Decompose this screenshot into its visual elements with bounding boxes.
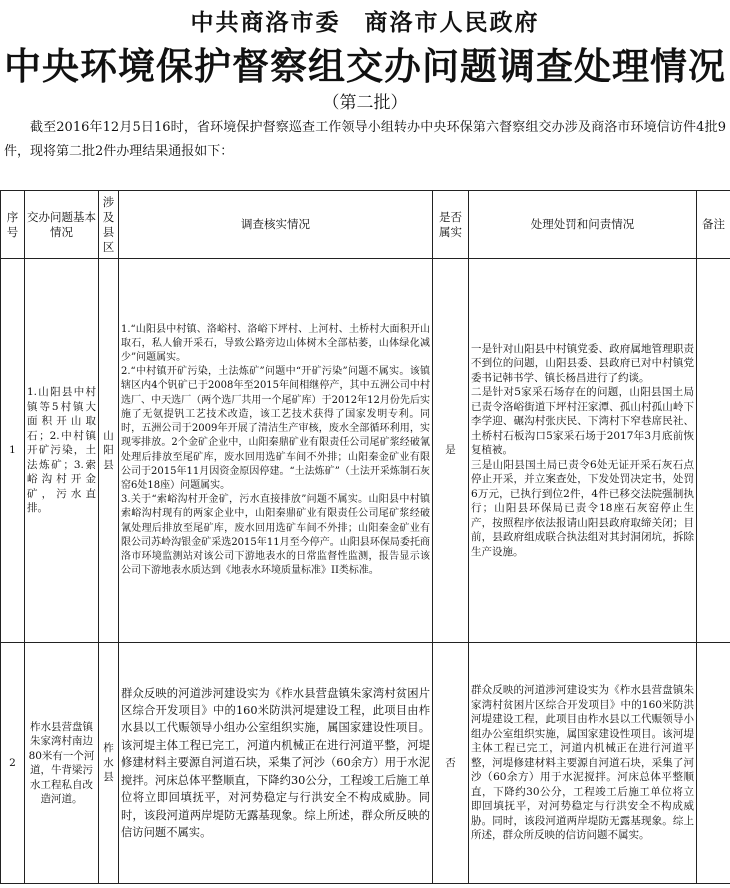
header-investigation: 调查核实情况 [119, 191, 433, 259]
handling-point-1: 一是针对山阳县中村镇党委、政府属地管理职责不到位的问题，山阳县委、县政府已对中村镇党委书记韩书学、镇长杨昌进行了约谈。 [471, 342, 694, 384]
row-handling [469, 259, 697, 643]
handling-point-2: 二是针对5家采石场存在的问题，山阳县国土局已责令洛峪街道下坪村汪家潭、孤山村孤山岭下李学迎、碾沟村张庆民、下湾村下窄巷席民社、土桥村石板沟口5家采石场于2017年3月底前恢复植被。 [471, 386, 694, 457]
row-remarks [697, 643, 730, 884]
intro-paragraph: 截至2016年12月5日16时，省环境保护督察巡查工作领导小组转办中央环保第六督察组交办涉及商洛市环境信访件4批9件，现将第二批2件办理结果通报如下： [4, 120, 726, 159]
table-row [1, 259, 730, 643]
header-no: 序号 [1, 191, 25, 259]
page-title: 中央环境保护督察组交办问题调查处理情况 [4, 45, 726, 88]
header-issue: 交办问题基本情况 [25, 191, 99, 259]
row-handling: 群众反映的河道涉河建设实为《柞水县营盘镇朱家湾村贫困片区综合开发项目》中的160米防洪河堤建设工程，此项目由柞水县以工代赈领导小组办公室组织实施，属国家建设性项目。该河堤主体工程已完工，河道内机械正在进行河道平整，河堤修建材料主要源自河道石块，采集了河沙（60余方）用于水泥搅拌。河床总体平整顺直，下降约30公分，工程竣工后施工单位将立即回填抚平，对河势稳定与行洪安全不构成威胁。同时，该段河道两岸堤防无露基现象。综上所述，群众所反映的信访问题不属实。 [469, 643, 697, 884]
header-verified: 是否属实 [433, 191, 469, 259]
row-issue: 1.山阳县中村镇等5村镇大面积开山取石；2.中村镇开矿污染，土法炼矿；3.索峪沟村开金矿，污水直排。 [25, 259, 99, 643]
row-no: 1 [1, 259, 25, 643]
issuer-right: 商洛市人民政府 [364, 10, 540, 36]
table-row [1, 643, 730, 884]
row-investigation [119, 259, 433, 643]
row-remarks [697, 259, 730, 643]
header-county: 涉及县区 [99, 191, 119, 259]
row-no: 2 [1, 643, 25, 884]
row-county: 山阳县 [99, 259, 119, 643]
issuer-left: 中共商洛市委 [190, 10, 341, 36]
issuer-line [0, 4, 730, 37]
header-handling: 处理处罚和问责情况 [469, 191, 697, 259]
page-subtitle: （第二批） [322, 93, 408, 113]
table-header-row [1, 191, 730, 259]
header-remarks: 备注 [697, 191, 730, 259]
handling-point-3: 三是山阳县国土局已责令6处无证开采石灰石点停止开采，并立案查处，下发处罚决定书，处罚6万元，已执行到位2件，4件已移交法院强制执行；山阳县环保局已责令18座石灰窑停止生产，按照程序依法报请山阳县政府取缔关闭；目前，县政府组成联合执法组对其封洞闭坑，拆除生产设施。 [471, 458, 694, 558]
row-issue: 柞水县营盘镇朱家湾村南边80米有一个河道，牛背梁污水工程私自改造河道。 [25, 643, 99, 884]
investigation-point-3: 3.关于“索峪沟村开金矿，污水直接排放”问题不属实。山阳县中村镇索峪沟村现有的两家企业中，山阳秦鼎矿业有限责任公司尾矿浆经破氰处理后排放至尾矿库，废水回用选矿车间不外排；山阳秦金矿业有限公司苏岭沟银金矿采选2015年11月至今停产。山阳县环保局委托商洛市环境监测站对该公司下游地表水的日常监督性监测，报告显示该公司下游地表水质达到《地表水环境质量标准》II类标准。 [121, 494, 430, 577]
report-table [0, 190, 730, 884]
investigation-point-1: 1.“山阳县中村镇、洛峪村、洛峪下坪村、上河村、土桥村大面积开山取石，私人偷开采石，导致公路旁边山体树木全部枯萎，山体绿化减少”问题属实。 [121, 323, 430, 364]
row-county: 柞水县 [99, 643, 119, 884]
investigation-point-2: 2.“中村镇开矿污染，土法炼矿”问题中“开矿污染”问题不属实。该镇辖区内4个钒矿已于2008年至2015年间相继停产，其中五洲公司中村选厂、中天选厂（两个选厂共用一个尾矿库）于2012年12月份先后实施了无氨提钒工艺技术改造，该工艺技术获得了国家发明专利。同时，五洲公司于2009年开展了清洁生产审核，废水全部循环利用，实现零排放。2个金矿企业中，山阳秦鼎矿业有限责任公司尾矿浆经破氰处理后排放至尾矿库，废水回用选矿车间不外排；山阳秦金矿业有限公司于2015年11月因资金原因停建。“土法炼矿”（土法开采炼制石灰窑6处18座）问题属实。 [121, 366, 430, 491]
row-verified: 否 [433, 643, 469, 884]
row-investigation: 群众反映的河道涉河建设实为《柞水县营盘镇朱家湾村贫困片区综合开发项目》中的160米防洪河堤建设工程，此项目由柞水县以工代赈领导小组办公室组织实施，属国家建设性项目。该河堤主体工程已完工，河道内机械正在进行河道平整，河堤修建材料主要源自河道石块，采集了河沙（60余方）用于水泥搅拌。河床总体平整顺直，下降约30公分，工程竣工后施工单位将立即回填抚平，对河势稳定与行洪安全不构成威胁。同时，该段河道两岸堤防无露基现象。综上所述，群众所反映的信访问题不属实。 [119, 643, 433, 884]
row-verified: 是 [433, 259, 469, 643]
